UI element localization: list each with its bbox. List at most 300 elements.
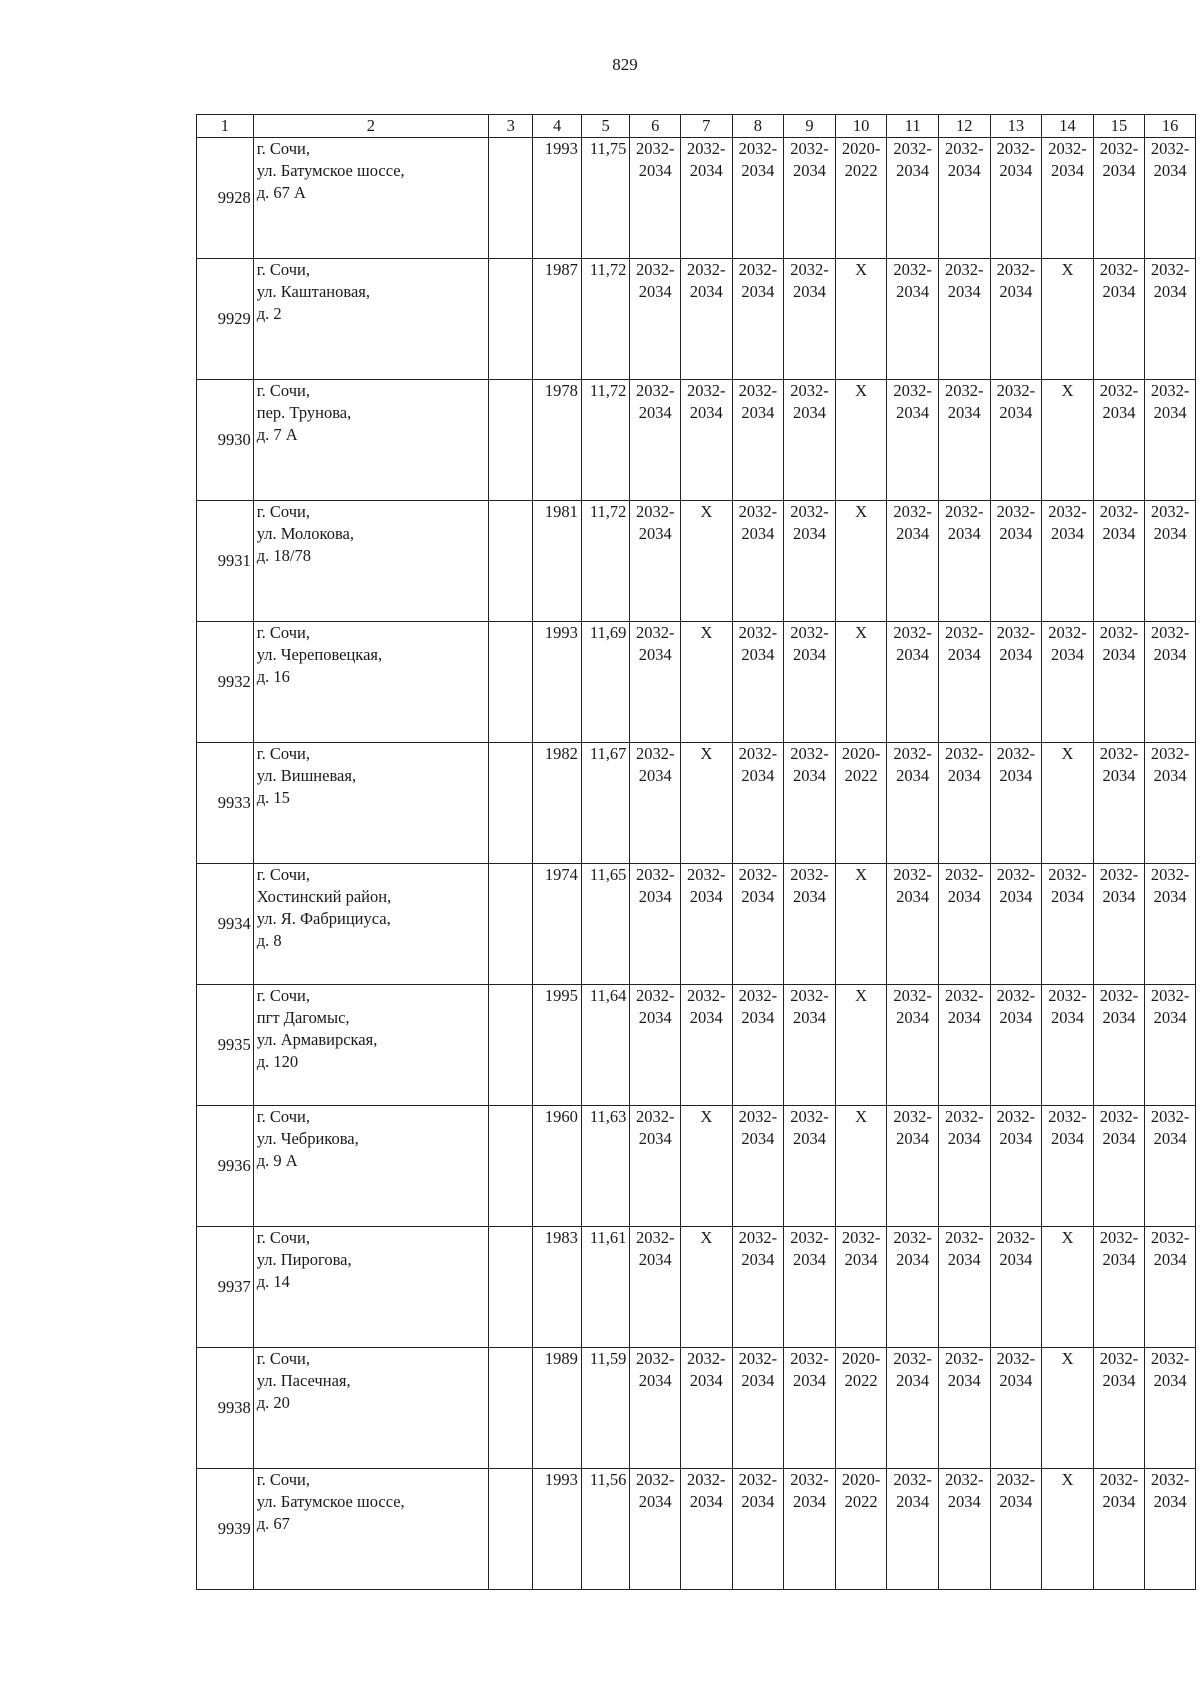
period-line: 2034 [792,766,826,785]
period-cell [732,743,784,864]
period-line: 2032- [945,986,984,1005]
period-line: 2034 [792,1371,826,1390]
period-line: 2034 [896,524,930,543]
period-cell [1145,1227,1196,1348]
period-cell [835,1469,887,1590]
period-line: 2034 [792,645,826,664]
column-number-row [197,115,1196,138]
period-cell [732,138,784,259]
period-line: 2034 [1153,282,1187,301]
column-header: 13 [990,115,1042,138]
row-number-cell: 9932 [197,622,254,743]
period-line: 2034 [1102,403,1136,422]
period-cell [835,380,887,501]
period-line: 2032- [687,986,726,1005]
period-line: 2032- [738,1107,778,1126]
address-line: ул. Чебрикова, [256,1129,359,1148]
period-line: X [1061,1470,1074,1489]
period-line: 2034 [638,1129,672,1148]
address-cell [253,864,488,985]
period-cell [938,501,990,622]
period-line: 2034 [896,403,930,422]
period-line: 2034 [1102,1371,1136,1390]
table-row [197,501,1196,622]
address-line: д. 67 [256,1514,290,1533]
registry-table [196,114,1196,1590]
period-cell [784,380,836,501]
period-line: 2034 [999,1129,1033,1148]
period-line: 2034 [1102,1008,1136,1027]
period-line: 2034 [792,282,826,301]
period-line: 2034 [792,524,826,543]
period-line: X [700,1228,713,1247]
period-line: 2032- [1099,623,1139,642]
period-line: 2032- [1048,139,1087,158]
period-line: 2034 [638,1008,672,1027]
period-line: 2034 [947,645,981,664]
period-line: 2034 [1153,766,1187,785]
period-line: 2034 [689,1008,723,1027]
period-line: 2020- [841,744,881,763]
period-line: 2034 [741,1250,775,1269]
column-header: 16 [1145,115,1196,138]
period-cell [732,985,784,1106]
period-line: 2032- [738,744,778,763]
period-line: 2034 [1050,524,1084,543]
period-line: 2032- [996,986,1036,1005]
period-line: 2032- [790,744,829,763]
value-cell: 11,69 [581,622,630,743]
period-line: 2032- [687,1470,726,1489]
address-line: д. 8 [256,931,282,950]
row-number-cell: 9938 [197,1348,254,1469]
period-cell [938,1227,990,1348]
period-line: X [1061,260,1074,279]
period-line: 2032- [790,623,829,642]
table-body [197,138,1196,1590]
period-line: 2034 [947,887,981,906]
period-line: 2032- [1099,986,1139,1005]
period-line: X [855,986,868,1005]
row-number-cell: 9936 [197,1106,254,1227]
year-cell: 1987 [533,259,582,380]
period-cell [784,985,836,1106]
column-3-cell [489,1348,533,1469]
period-cell [630,743,681,864]
period-cell [1145,1106,1196,1227]
row-number-cell: 9928 [197,138,254,259]
period-line: 2032- [945,744,984,763]
period-line: 2034 [1153,403,1187,422]
period-line: 2032- [1099,502,1139,521]
period-cell [630,622,681,743]
address-line: ул. Армавирская, [256,1030,378,1049]
table-row [197,380,1196,501]
period-line: 2032- [893,1470,932,1489]
period-line: 2032- [945,1349,984,1368]
period-cell [784,1227,836,1348]
period-line: 2020- [841,1349,881,1368]
period-cell [732,501,784,622]
period-line: 2034 [1153,887,1187,906]
table-row [197,864,1196,985]
year-cell: 1993 [533,138,582,259]
period-cell [1145,864,1196,985]
period-cell [1042,1469,1094,1590]
period-line: 2034 [947,282,981,301]
period-cell [990,138,1042,259]
address-cell [253,1348,488,1469]
column-header: 5 [581,115,630,138]
column-header: 12 [938,115,990,138]
period-line: 2032- [1099,865,1139,884]
period-cell [887,864,939,985]
table-row [197,743,1196,864]
period-cell [990,1348,1042,1469]
period-line: 2034 [1050,1129,1084,1148]
period-line: 2032- [738,1349,778,1368]
period-cell [835,259,887,380]
row-number-cell: 9930 [197,380,254,501]
period-line: 2032- [1048,865,1087,884]
period-line: 2034 [792,1492,826,1511]
period-line: 2034 [689,887,723,906]
period-line: 2034 [1102,1250,1136,1269]
period-line: X [700,744,713,763]
period-line: 2034 [999,887,1033,906]
period-line: 2032- [1150,865,1190,884]
period-line: 2034 [689,161,723,180]
column-3-cell [489,743,533,864]
period-line: 2034 [896,1250,930,1269]
period-cell [887,1348,939,1469]
period-line: 2032- [687,381,726,400]
period-line: 2022 [844,1492,878,1511]
period-cell [630,259,681,380]
period-cell [990,622,1042,743]
period-line: 2034 [741,1371,775,1390]
period-line: 2022 [844,766,878,785]
value-cell: 11,72 [581,259,630,380]
address-cell [253,259,488,380]
period-line: 2032- [893,623,932,642]
period-cell [680,1227,732,1348]
column-header: 15 [1093,115,1145,138]
period-line: 2034 [638,282,672,301]
period-line: 2034 [896,645,930,664]
period-line: 2034 [689,403,723,422]
period-line: X [1061,1349,1074,1368]
column-header: 3 [489,115,533,138]
period-cell [887,501,939,622]
period-line: 2032- [635,744,675,763]
period-line: 2032- [738,865,778,884]
period-line: 2034 [792,1250,826,1269]
period-line: 2032- [1150,986,1190,1005]
period-line: 2032- [996,139,1036,158]
period-line: 2034 [896,1371,930,1390]
period-cell [630,1469,681,1590]
period-line: 2032- [738,260,778,279]
period-cell [1093,138,1145,259]
period-line: 2034 [999,524,1033,543]
address-line: ул. Вишневая, [256,766,357,785]
period-line: 2034 [999,282,1033,301]
period-line: 2032- [893,381,932,400]
row-number-cell: 9937 [197,1227,254,1348]
period-line: 2034 [792,1008,826,1027]
period-cell [990,1469,1042,1590]
period-line: 2034 [1050,887,1084,906]
row-number-cell: 9929 [197,259,254,380]
period-cell [680,1348,732,1469]
address-line: г. Сочи, [256,139,310,158]
period-cell [990,1227,1042,1348]
period-cell [732,1106,784,1227]
period-cell [1042,1106,1094,1227]
period-line: 2032- [790,1349,829,1368]
period-line: 2032- [635,502,675,521]
period-line: 2032- [1099,1349,1139,1368]
period-cell [784,743,836,864]
table-row [197,985,1196,1106]
period-line: 2032- [687,1349,726,1368]
row-number-cell: 9931 [197,501,254,622]
period-cell [732,259,784,380]
period-line: 2032- [1150,1470,1190,1489]
period-cell [990,743,1042,864]
period-cell [1145,1469,1196,1590]
row-number-cell: 9935 [197,985,254,1106]
address-line: ул. Череповецкая, [256,645,383,664]
period-cell [938,1469,990,1590]
address-cell [253,501,488,622]
period-line: 2034 [741,1129,775,1148]
period-line: 2034 [1153,645,1187,664]
period-line: 2034 [1102,524,1136,543]
period-line: 2034 [792,887,826,906]
period-line: 2032- [635,865,675,884]
year-cell: 1981 [533,501,582,622]
column-3-cell [489,259,533,380]
period-line: 2034 [999,403,1033,422]
year-cell: 1960 [533,1106,582,1227]
period-cell [990,985,1042,1106]
column-3-cell [489,622,533,743]
period-line: 2032- [738,381,778,400]
value-cell: 11,72 [581,501,630,622]
value-cell: 11,72 [581,380,630,501]
period-line: 2032- [635,260,675,279]
period-cell [732,864,784,985]
period-cell [835,1106,887,1227]
period-line: 2032- [687,139,726,158]
period-line: 2034 [896,161,930,180]
period-line: 2034 [947,1371,981,1390]
period-line: 2032- [1099,139,1139,158]
period-line: 2034 [999,161,1033,180]
period-line: 2034 [999,1008,1033,1027]
period-cell [630,985,681,1106]
period-line: 2032- [790,502,829,521]
period-line: X [700,623,713,642]
column-header: 7 [680,115,732,138]
period-line: X [855,1107,868,1126]
column-3-cell [489,985,533,1106]
period-line: 2032- [996,865,1036,884]
year-cell: 1974 [533,864,582,985]
period-line: 2034 [999,645,1033,664]
year-cell: 1983 [533,1227,582,1348]
address-line: ул. Я. Фабрициуса, [256,909,391,928]
period-cell [680,622,732,743]
period-cell [1093,1106,1145,1227]
address-line: г. Сочи, [256,986,310,1005]
period-line: X [1061,744,1074,763]
period-cell [1145,501,1196,622]
period-line: 2034 [741,403,775,422]
period-cell [1042,380,1094,501]
period-cell [938,259,990,380]
value-cell: 11,56 [581,1469,630,1590]
period-cell [1093,1348,1145,1469]
period-cell [680,259,732,380]
period-line: 2034 [638,887,672,906]
period-line: 2032- [687,260,726,279]
column-header: 2 [253,115,488,138]
period-line: 2022 [844,161,878,180]
row-number-cell: 9934 [197,864,254,985]
period-line: 2032- [790,865,829,884]
period-line: 2034 [638,403,672,422]
period-line: 2034 [1102,161,1136,180]
period-cell [1093,1227,1145,1348]
period-line: X [700,1107,713,1126]
period-line: 2032- [635,986,675,1005]
period-line: 2032- [945,1228,984,1247]
period-line: 2032- [738,986,778,1005]
period-line: 2034 [1153,524,1187,543]
period-line: 2032- [738,623,778,642]
address-cell [253,138,488,259]
period-line: 2034 [896,282,930,301]
period-line: 2032- [635,1107,675,1126]
period-line: 2032- [1099,260,1139,279]
period-cell [1042,622,1094,743]
period-cell [887,985,939,1106]
period-line: 2034 [999,1250,1033,1269]
period-cell [1042,259,1094,380]
period-line: 2034 [689,1492,723,1511]
address-cell [253,985,488,1106]
period-line: 2032- [1150,502,1190,521]
period-line: 2034 [947,161,981,180]
address-line: пгт Дагомыс, [256,1008,350,1027]
address-line: д. 2 [256,304,282,323]
column-3-cell [489,1227,533,1348]
year-cell: 1993 [533,622,582,743]
period-line: 2032- [1099,1470,1139,1489]
period-line: 2032- [635,623,675,642]
period-line: 2032- [790,1228,829,1247]
period-cell [680,380,732,501]
address-line: г. Сочи, [256,1228,310,1247]
column-header: 4 [533,115,582,138]
table-row [197,1106,1196,1227]
period-line: 2034 [792,161,826,180]
period-line: 2032- [1099,1107,1139,1126]
address-cell [253,622,488,743]
address-line: д. 120 [256,1052,299,1071]
period-cell [1042,1227,1094,1348]
period-line: 2034 [947,1008,981,1027]
period-line: 2032- [996,623,1036,642]
period-line: 2034 [638,1492,672,1511]
period-line: 2034 [1050,1008,1084,1027]
period-cell [784,622,836,743]
address-line: пер. Трунова, [256,403,352,422]
period-line: 2034 [1102,282,1136,301]
period-cell [680,1106,732,1227]
column-3-cell [489,864,533,985]
period-line: 2032- [790,260,829,279]
column-header: 6 [630,115,681,138]
period-cell [938,138,990,259]
period-line: 2032- [1150,744,1190,763]
period-cell [1042,1348,1094,1469]
address-line: ул. Каштановая, [256,282,371,301]
period-cell [1093,622,1145,743]
period-line: 2034 [947,1250,981,1269]
period-line: 2032- [635,139,675,158]
period-line: 2034 [1102,766,1136,785]
period-line: 2032- [635,1349,675,1368]
row-number-cell: 9939 [197,1469,254,1590]
period-line: 2034 [638,161,672,180]
address-line: д. 7 А [256,425,298,444]
period-line: 2034 [896,1008,930,1027]
year-cell: 1995 [533,985,582,1106]
table-row [197,1469,1196,1590]
period-line: 2034 [792,403,826,422]
column-3-cell [489,138,533,259]
period-line: X [855,623,868,642]
period-line: 2034 [1102,1129,1136,1148]
period-line: 2032- [945,502,984,521]
column-3-cell [489,1469,533,1590]
period-cell [784,138,836,259]
period-line: 2032- [1150,1349,1190,1368]
period-line: 2032- [1099,1228,1139,1247]
period-cell [938,743,990,864]
period-line: 2032- [1150,260,1190,279]
period-line: 2034 [1050,161,1084,180]
page-number: 829 [612,55,638,74]
period-cell [835,864,887,985]
period-cell [1145,622,1196,743]
period-cell [732,622,784,743]
period-cell [680,501,732,622]
period-line: 2034 [741,161,775,180]
period-line: 2032- [790,139,829,158]
period-line: 2034 [1153,1129,1187,1148]
period-cell [680,985,732,1106]
period-line: 2020- [841,1470,881,1489]
period-cell [938,864,990,985]
period-cell [887,622,939,743]
period-line: 2022 [844,1371,878,1390]
period-cell [1042,743,1094,864]
